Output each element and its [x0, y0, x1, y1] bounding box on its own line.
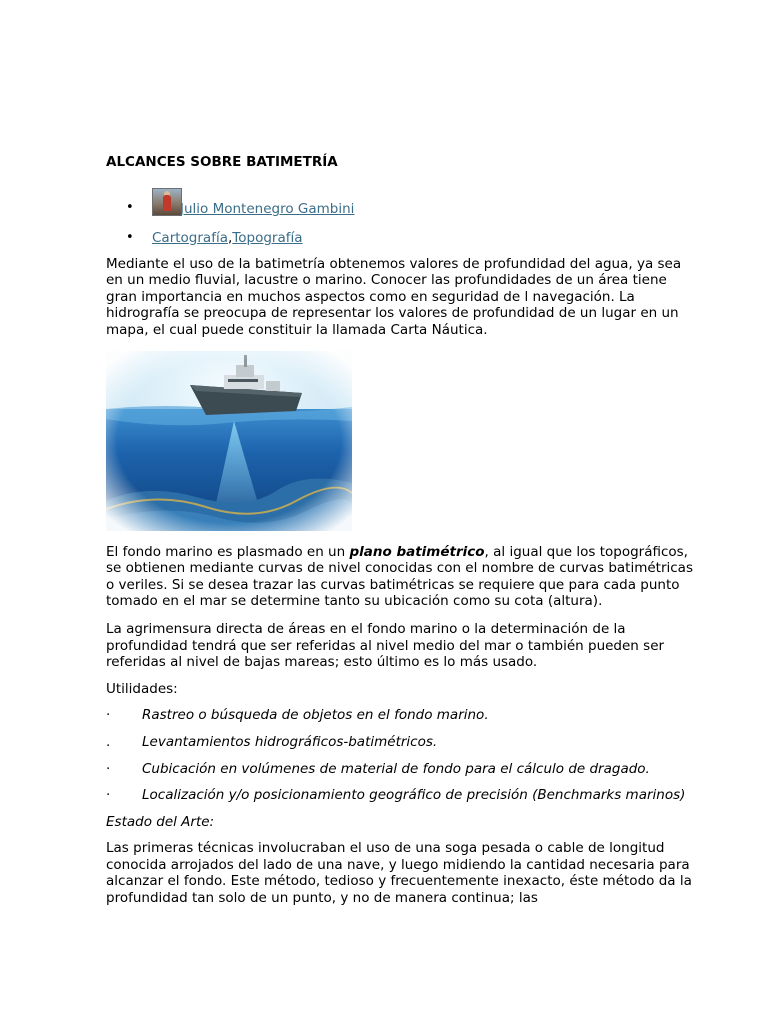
estado-heading: Estado del Arte: — [106, 813, 215, 830]
utility-marker: · — [106, 787, 111, 804]
tag-link-cartografia[interactable]: Cartografía — [152, 230, 228, 246]
fondo-term-bold: plano batimétrico — [349, 543, 485, 560]
ship-sonar-image — [106, 351, 352, 531]
fondo-text-pre: El fondo marino es plasmado en un — [106, 543, 350, 560]
history-paragraph: Las primeras técnicas involucraban el uso de una soga pesada o cable de longitud conocida arrojados del lado de una nave, y luego midiendo la cantidad necesaria para alcanzar el fondo. Este método, tedioso y frecuentemente inexacto, éste método da la profundidad tan solo de un punto, y no de manera continua; las — [106, 840, 692, 907]
fondo-paragraph — [106, 544, 696, 610]
tag-separator: , — [227, 230, 233, 246]
tags-item — [106, 230, 696, 247]
fondo-text-post: , al igual que los topográficos, se obtienen mediante curvas de nivel conocidas con el nombre de curvas batimétricas o veriles. Si se desea trazar las curvas batimétricas se requiere que para cada punto tomado en el mar se determine tanto su ubicación como su cota (altura). — [106, 543, 693, 610]
utilidades-heading: Utilidades: — [106, 680, 178, 697]
utility-text: Localización y/o posicionamiento geográfico de precisión (Benchmarks marinos) — [142, 787, 686, 804]
utility-marker: · — [106, 760, 111, 777]
utility-text: Levantamientos hidrográficos-batimétricos. — [142, 733, 438, 750]
utility-marker: · — [106, 707, 111, 724]
author-link[interactable]: • Julio Montenegro Gambini — [180, 201, 355, 217]
article-title: ALCANCES SOBRE BATIMETRÍA — [106, 154, 338, 170]
survey-ship-illustration — [106, 351, 352, 531]
avatar-figure-shape — [163, 195, 171, 211]
article-content — [106, 154, 696, 907]
tag-link-topografia[interactable]: Topografía — [232, 230, 303, 246]
utility-text: Cubicación en volúmenes de material de fondo para el cálculo de dragado. — [142, 760, 650, 777]
utility-item — [106, 761, 696, 778]
agrimensura-paragraph: La agrimensura directa de áreas en el fondo marino o la determinación de la profundidad tendrá que ser referidas al nivel medio del mar o también pueden ser referidas al nivel de bajas mareas; esto último es lo más usado. — [106, 620, 665, 671]
utility-marker: . — [106, 733, 111, 750]
intro-paragraph: Mediante el uso de la batimetría obtenemos valores de profundidad del agua, ya sea en un medio fluvial, lacustre o marino. Conocer las profundidades de un área tiene gran importancia en muchos aspectos como en seguridad de l navegación. La hidrografía se preocupa de representar los valores de profundidad de un lugar en un mapa, el cual puede constituir la llamada Carta Náutica. — [106, 255, 682, 338]
author-item — [106, 188, 696, 220]
utility-item — [106, 734, 696, 751]
utility-item — [106, 707, 696, 724]
utility-text: Rastreo o búsqueda de objetos en el fondo marino. — [142, 707, 489, 724]
article-meta-list — [106, 188, 696, 247]
author-avatar-icon[interactable] — [152, 188, 182, 216]
utility-item — [106, 787, 696, 804]
